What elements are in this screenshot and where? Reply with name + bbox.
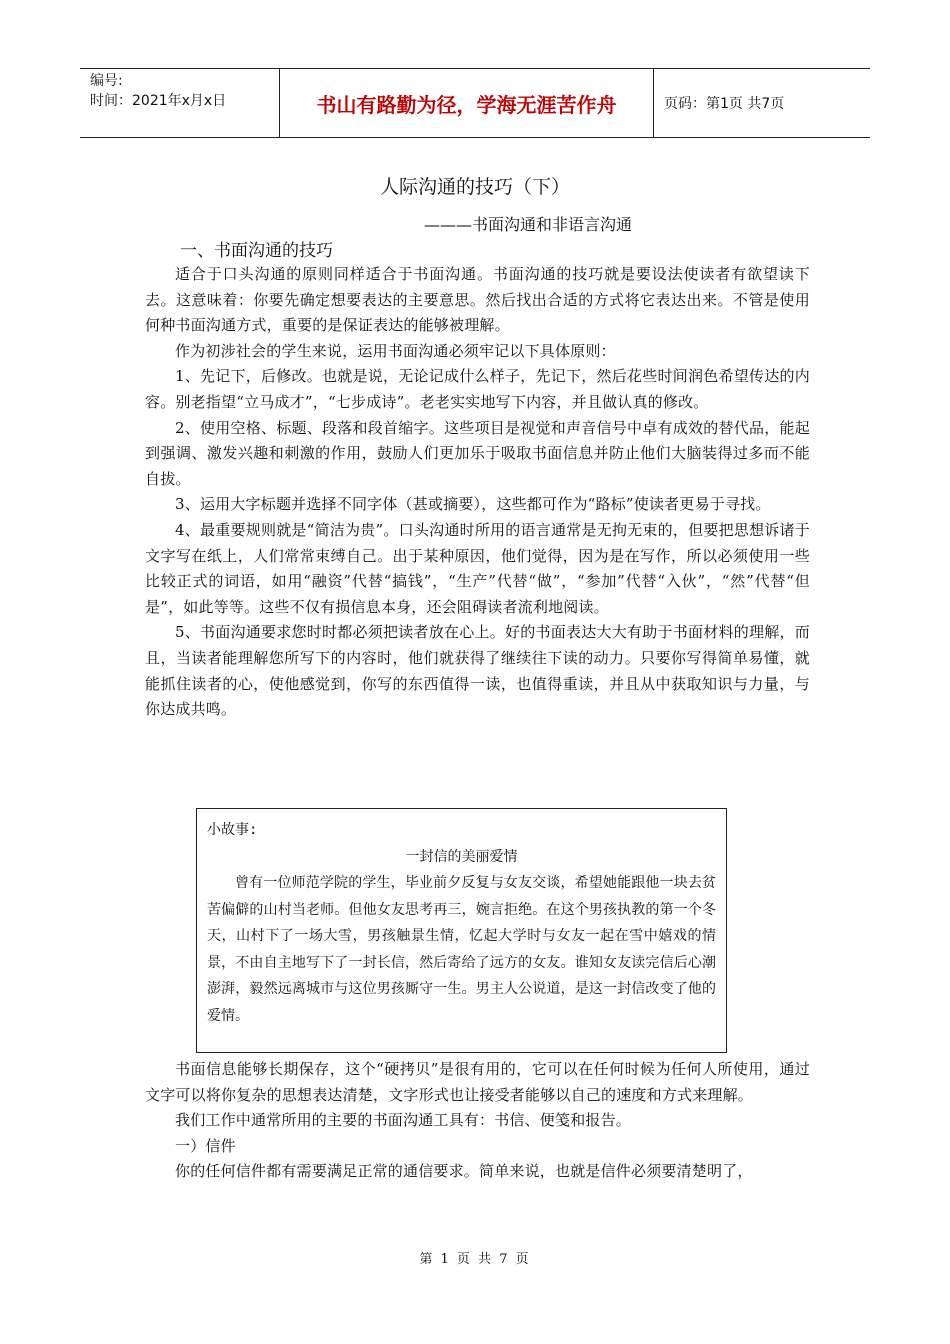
document-subtitle: ———书面沟通和非语言沟通: [424, 215, 633, 234]
story-text: 曾有一位师范学院的学生，毕业前夕反复与女友交谈，希望她能跟他一块去贫苦偏僻的山村当老师。但他女友思考再三，婉言拒绝。在这个男孩执教的第一个冬天，山村下了一场大雪，男孩触景生情，忆起大学时与女友一起在雪中嬉戏的情景，不由自主地写下了一封长信，然后寄给了远方的女友。谁知女友读完信后心潮澎湃，毅然远离城市与这位男孩厮守一生。男主人公说道，是这一封信改变了他的爱情。: [207, 875, 716, 1024]
paragraph: 1、先记下，后修改。也就是说，无论记成什么样子，先记下，然后花些时间润色希望传达的内容。别老指望“立马成才”，“七步成诗”。老老实实地写下内容，并且做认真的修改。: [145, 367, 810, 411]
header-motto: 书山有路勤为径，学海无涯苦作舟: [280, 69, 654, 137]
paragraph: 2、使用空格、标题、段落和段首缩字。这些项目是视觉和声音信号中卓有成效的替代品，能起到强调、激发兴趣和刺激的作用，鼓励人们更加乐于吸取书面信息并防止他们大脑装得过多而不能自拔。: [145, 418, 810, 488]
page-footer: 第 1 页 共 7 页: [419, 1252, 531, 1267]
header-page-info: 页码：第1页 共7页: [664, 96, 785, 112]
story-box: [196, 808, 727, 1053]
paragraph: 3、运用大字标题并选择不同字体（甚或摘要），这些都可作为“路标”使读者更易于寻找。: [175, 495, 771, 514]
header-table: [80, 68, 870, 138]
paragraph: 适合于口头沟通的原则同样适合于书面沟通。书面沟通的技巧就是要设法使读者有欲望读下去。这意味着：你要先确定想要表达的主要意思。然后找出合适的方式将它表达出来。不管是使用何种书面沟通方式，重要的是保证表达的能够被理解。: [145, 265, 810, 335]
story-label: 小故事:: [207, 822, 258, 838]
section-heading: 一、书面沟通的技巧: [180, 241, 333, 261]
body-text-continued: [145, 1057, 810, 1185]
header-meta-cell: [80, 69, 280, 137]
paragraph: 我们工作中通常所用的主要的书面沟通工具有：书信、便笺和报告。: [175, 1111, 632, 1130]
time-label: 时间：2021年x月x日: [90, 93, 227, 109]
number-label: 编号:: [90, 73, 123, 89]
paragraph: 书面信息能够长期保存，这个“硬拷贝”是很有用的，它可以在任何时候为任何人所使用，通过文字可以将你复杂的思想表达清楚，文字形式也让接受者能够以自己的速度和方式来理解。: [145, 1060, 810, 1104]
paragraph: 你的任何信件都有需要满足正常的通信要求。简单来说，也就是信件必须要清楚明了，: [175, 1162, 753, 1181]
document-title: 人际沟通的技巧（下）: [379, 176, 570, 198]
paragraph: 作为初涉社会的学生来说，运用书面沟通必须牢记以下具体原则：: [175, 341, 616, 360]
paragraph: 一）信件: [175, 1136, 236, 1155]
paragraph: 5、书面沟通要求您时时都必须把读者放在心上。好的书面表达大大有助于书面材料的理解，而且，当读者能理解您所写下的内容时，他们就获得了继续往下读的动力。只要你写得简单易懂，就能抓住读者的心，使他感觉到，你写的东西值得一读，也值得重读，并且从中获取知识与力量，与你达成共鸣。: [145, 623, 810, 719]
body-text: [145, 262, 810, 723]
paragraph: 4、最重要规则就是“简洁为贵”。口头沟通时所用的语言通常是无拘无束的，但要把思想诉诸于文字写在纸上，人们常常束缚自己。出于某种原因，他们觉得，因为是在写作，所以必须使用一些比较正式的词语，如用“融资”代替“搞钱”，“生产”代替“做”，“参加”代替“入伙”，“然”代替“但是”，如此等等。这些不仅有损信息本身，还会阻碍读者流利地阅读。: [145, 520, 810, 616]
story-title: 一封信的美丽爱情: [405, 848, 518, 865]
